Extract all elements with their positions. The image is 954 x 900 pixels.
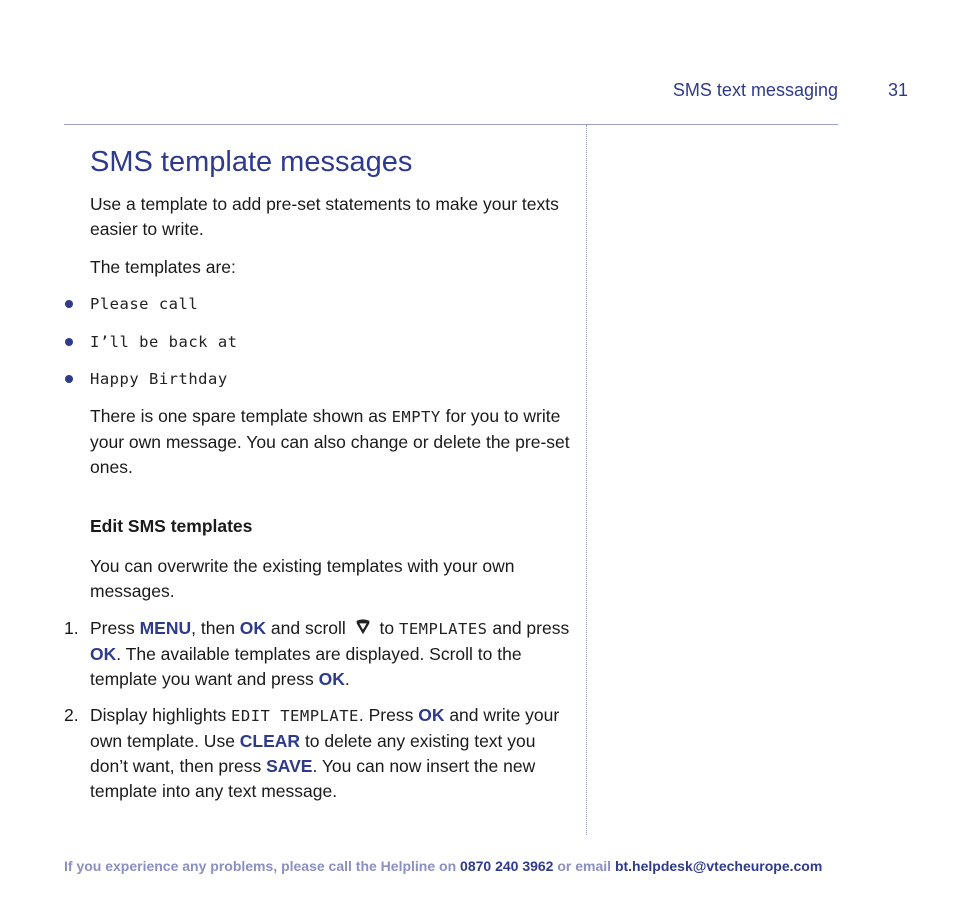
section-title: SMS text messaging [672,80,838,100]
step-text: Display highlights [90,705,232,725]
step-text: . The available templates are displayed. Scroll to the template you want and press [90,644,522,689]
step-text: . You can now insert the new template into any text message. [90,756,536,801]
bullet-dot-icon [65,375,73,383]
page-number: 31 [887,80,908,100]
step-text: Press [90,618,140,638]
spare-note-text: There is one spare template shown as [90,406,392,426]
footer-text: If you experience any problems, please call the Helpline on [64,858,461,874]
step-2-text [90,703,570,804]
menu-key: MENU [139,618,192,638]
header-rule [64,124,838,125]
step-number: 1. [64,618,79,638]
page-footer [64,858,904,874]
column-divider [586,125,587,835]
step-number: 2. [64,705,79,725]
ok-key: OK [239,618,267,638]
scroll-down-icon [354,618,372,636]
spare-note-text: for you to write your own message. You can also change or delete the pre-set ones. [90,406,570,477]
step-text: and write your own template. Use [90,705,560,751]
save-key: SAVE [266,756,313,776]
clear-key: CLEAR [239,731,301,751]
step-text: to [374,618,399,638]
step-text: to delete any existing text you don’t want, then press [90,731,536,776]
display-text-empty: EMPTY [391,408,441,426]
step-text: , then [191,618,240,638]
bullet-dot-icon [65,300,73,308]
step-1-text [90,616,570,692]
template-name: Happy Birthday [90,370,228,388]
helpdesk-email: bt.helpdesk@vtecheurope.com [614,858,823,874]
step-text: and press [487,618,570,638]
ok-key: OK [318,669,345,689]
ok-key: OK [90,644,117,664]
step-text: and scroll [266,618,351,638]
page-title: SMS template messages [90,146,413,178]
helpline-phone: 0870 240 3962 [460,858,554,874]
footer-text: or email [553,858,615,874]
bullet-dot-icon [65,338,73,346]
display-text-edit-template: EDIT TEMPLATE [231,707,359,725]
templates-intro: The templates are: [90,257,236,277]
template-list-item [64,330,544,355]
intro-paragraph: Use a template to add pre-set statements to make your texts easier to write. [90,194,559,239]
template-list-item [64,292,544,317]
template-list-item [64,367,544,392]
edit-intro: You can overwrite the existing templates with your own messages. [90,556,515,601]
ok-key: OK [418,705,445,725]
step-text: . [344,669,350,689]
template-name: Please call [90,295,199,313]
step-text: . Press [358,705,419,725]
spare-template-note [90,404,570,480]
edit-section-title: Edit SMS templates [90,516,253,536]
template-name: I’ll be back at [90,333,238,351]
display-text-templates: TEMPLATES [399,620,488,638]
